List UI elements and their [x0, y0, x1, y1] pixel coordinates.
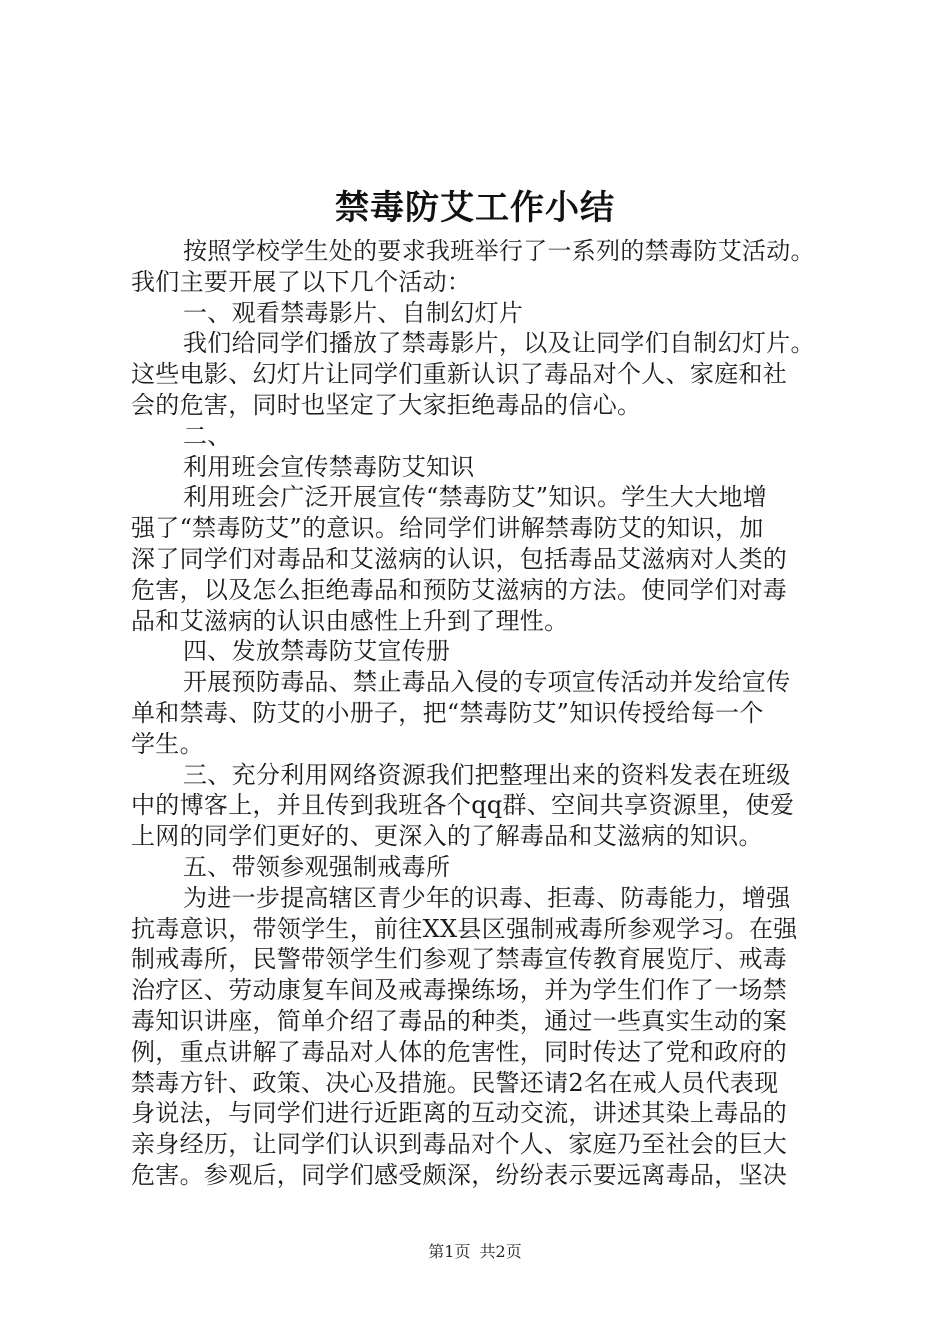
paragraph-line: 例，重点讲解了毒品对人体的危害性，同时传达了党和政府的	[131, 1037, 788, 1066]
paragraph-line: 强了“禁毒防艾”的意识。给同学们讲解禁毒防艾的知识，加	[131, 514, 764, 543]
paragraph-line: 我们主要开展了以下几个活动：	[131, 267, 472, 296]
paragraph-line: 利用班会广泛开展宣传“禁毒防艾”知识。学生大大地增	[183, 483, 768, 512]
section-heading: 一、观看禁毒影片、自制幻灯片	[183, 298, 524, 327]
paragraph-line: 为进一步提高辖区青少年的识毒、拒毒、防毒能力，增强	[183, 883, 791, 912]
paragraph-line: 亲身经历，让同学们认识到毒品对个人、家庭乃至社会的巨大	[131, 1130, 788, 1159]
section-heading: 利用班会宣传禁毒防艾知识	[183, 452, 475, 481]
paragraph-line: 深了同学们对毒品和艾滋病的认识，包括毒品艾滋病对人类的	[131, 544, 788, 573]
paragraph-line: 这些电影、幻灯片让同学们重新认识了毒品对个人、家庭和社	[131, 360, 788, 389]
document-body	[131, 236, 839, 1191]
paragraph-line: 我们给同学们播放了禁毒影片，以及让同学们自制幻灯片。	[183, 329, 815, 358]
paragraph-line: 上网的同学们更好的、更深入的了解毒品和艾滋病的知识。	[131, 822, 763, 851]
page-number: 第1页	[428, 1242, 471, 1261]
section-heading: 三、充分利用网络资源我们把整理出来的资料发表在班级	[183, 760, 791, 789]
page-footer	[0, 1242, 950, 1262]
paragraph-line: 制戒毒所，民警带领学生们参观了禁毒宣传教育展览厅、戒毒	[131, 945, 788, 974]
paragraph-line: 开展预防毒品、禁止毒品入侵的专项宣传活动并发给宣传	[183, 668, 791, 697]
paragraph-line: 品和艾滋病的认识由感性上升到了理性。	[131, 606, 569, 635]
section-heading: 五、带领参观强制戒毒所	[183, 852, 451, 881]
paragraph-line: 中的博客上，并且传到我班各个qq群、空间共享资源里，使爱	[131, 791, 795, 820]
paragraph-line: 毒知识讲座，简单介绍了毒品的种类，通过一些真实生动的案	[131, 1006, 788, 1035]
paragraph-line: 危害。参观后，同学们感受颇深，纷纷表示要远离毒品，坚决	[131, 1160, 788, 1189]
paragraph-line: 治疗区、劳动康复车间及戒毒操练场，并为学生们作了一场禁	[131, 976, 788, 1005]
paragraph-line: 学生。	[131, 729, 204, 758]
section-heading: 四、发放禁毒防艾宣传册	[183, 637, 451, 666]
paragraph-line: 抗毒意识，带领学生，前往XX县区强制戒毒所参观学习。在强	[131, 914, 798, 943]
paragraph-line: 禁毒方针、政策、决心及措施。民警还请2名在戒人员代表现	[131, 1068, 779, 1097]
paragraph-line: 身说法，与同学们进行近距离的互动交流，讲述其染上毒品的	[131, 1099, 788, 1128]
document-title: 禁毒防艾工作小结	[335, 188, 615, 228]
section-heading: 二、	[183, 421, 232, 450]
paragraph-line: 会的危害，同时也坚定了大家拒绝毒品的信心。	[131, 390, 642, 419]
page-total: 共2页	[479, 1242, 522, 1261]
paragraph-line: 单和禁毒、防艾的小册子，把“禁毒防艾”知识传授给每一个	[131, 698, 764, 727]
paragraph-line: 危害，以及怎么拒绝毒品和预防艾滋病的方法。使同学们对毒	[131, 575, 788, 604]
paragraph-line: 按照学校学生处的要求我班举行了一系列的禁毒防艾活动。	[183, 237, 815, 265]
